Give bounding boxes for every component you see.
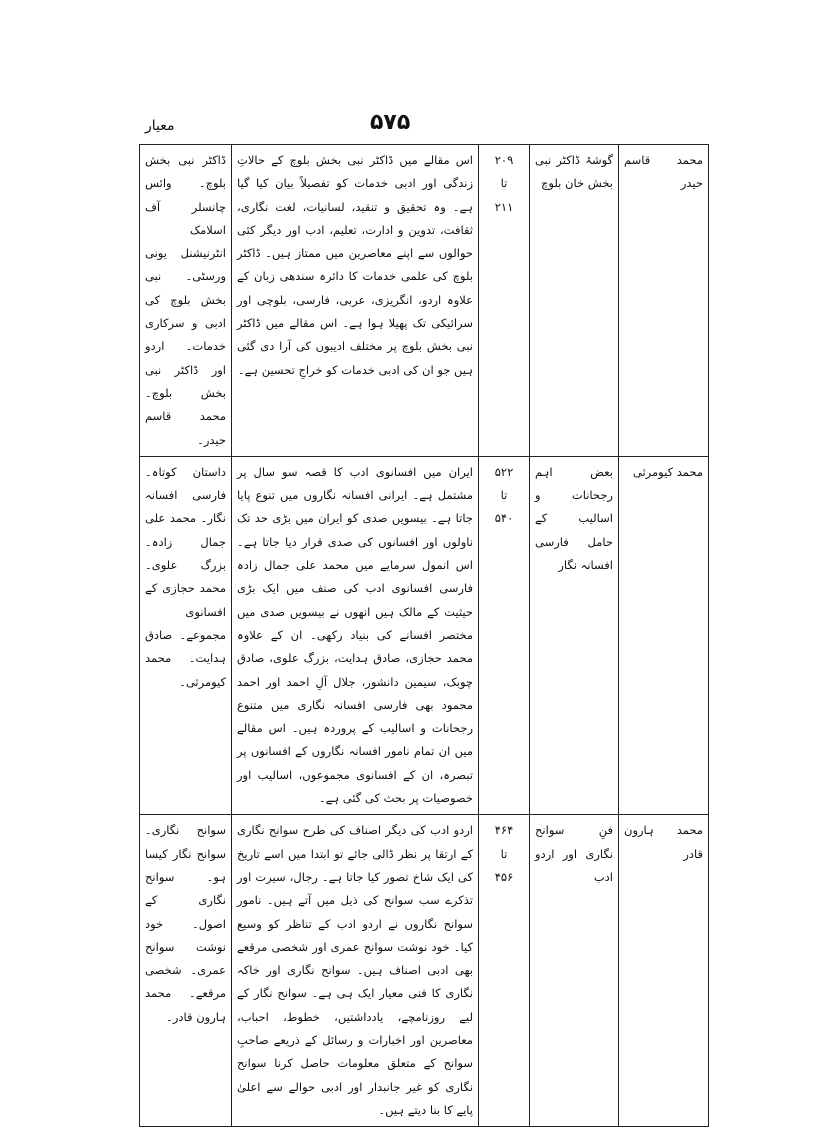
journal-name: معیار bbox=[145, 118, 175, 134]
page-to: تا bbox=[500, 488, 508, 503]
summary-cell: اس مقالے میں ڈاکٹر نبی بخش بلوچ کے حالاتِ زندگی اور ادبی خدمات کو تفصیلاً بیان کیا گیا ہے۔ وہ تحقیق و تنقید، لسانیات، لغت نگاری، ثقافت، تدوین و ادارت، تعلیم، ادب اور دیگر کئی حوالوں سے اپنے معاصرین میں ممتاز ہیں۔ ڈاکٹر بلوچ کی علمی خدمات کا دائرہ سندھی زبان کے علاوہ اردو، انگریزی، عربی، فارسی، بلوچی اور سرائیکی تک پھیلا ہوا ہے۔ اس مقالے میں ڈاکٹر نبی بخش بلوچ پر مختلف ادیبوں کی آرا دی گئی ہیں جو ان کی ادبی خدمات کو خراجِ تحسین ہے۔ bbox=[232, 145, 479, 457]
table-row bbox=[140, 815, 709, 1127]
page-start: ۲۰۹ bbox=[494, 153, 514, 167]
page-end: ۵۴۰ bbox=[494, 511, 514, 526]
keywords-cell: سوانح نگاری۔ سوانح نگار کیسا ہو۔ سوانح نگاری کے اصول۔ خود نوشت سوانح عمری۔ شخصی مرقعے۔ محمد ہارون قادر۔ bbox=[140, 815, 232, 1127]
articles-table bbox=[139, 144, 709, 1127]
table-row bbox=[140, 145, 709, 457]
keywords-cell: ڈاکٹر نبی بخش بلوچ۔ وائس چانسلر آف اسلامک انٹرنیشنل یونی ورسٹی۔ نبی بخش بلوچ کی ادبی و سرکاری خدمات۔ اردو اور ڈاکٹر نبی بخش بلوچ۔ محمد قاسم حیدر۔ bbox=[140, 145, 232, 457]
page-end: ۴۵۶ bbox=[494, 869, 514, 884]
page-to: تا bbox=[500, 846, 508, 861]
summary-cell: ایران میں افسانوی ادب کا قصہ سو سال پر مشتمل ہے۔ ایرانی افسانہ نگاروں میں تنوع پایا جاتا ہے۔ بیسویں صدی کو ایران میں بڑی حد تک ناولوں اور افسانوں کی صدی قرار دیا جاتا ہے۔ اس انمول سرمایے میں محمد علی جمال زادہ فارسی افسانوی ادب کی صنف میں ایک بڑی حیثیت کے مالک ہیں انھوں نے بیسویں صدی میں مختصر افسانے کی بنیاد رکھی۔ ان کے علاوہ محمد حجازی، صادق ہدایت، بزرگ علوی، صادق چوبک، سیمین دانشور، جلال آلِ احمد اور احمد محمود بھی فارسی افسانہ نگاری میں متنوع رجحانات و اسالیب کے پروردہ ہیں۔ اس مقالے میں ان تمام نامور افسانہ نگاروں کے افسانوں پر تبصرہ، ان کے افسانوی مجموعوں، اسالیب اور خصوصیات پر بحث کی گئی ہے۔ bbox=[232, 456, 479, 814]
author-cell: محمد قاسم حیدر bbox=[619, 145, 709, 457]
page-start: ۴۶۴ bbox=[494, 823, 514, 838]
page-number: ۵۷۵ bbox=[370, 110, 411, 135]
keywords-cell: داستان کوتاہ۔ فارسی افسانہ نگار۔ محمد علی جمال زادہ۔ بزرگ علوی۔ محمد حجازی کے افسانوی مجموعے۔ صادق ہدایت۔ محمد کیومرثی۔ bbox=[140, 456, 232, 814]
summary-cell: اردو ادب کی دیگر اصناف کی طرح سوانح نگاری کے ارتقا پر نظر ڈالی جائے تو ابتدا میں اسے تاریخ کی ایک شاخ تصور کیا جاتا ہے۔ رجال، سیرت اور تذکرے سب سوانح کی ذیل میں آتے ہیں۔ نامور سوانح نگاروں نے اردو ادب کے تناظر کو وسیع کیا۔ خود نوشت سوانح عمری اور شخصی مرقعے بھی ادبی اصناف ہیں۔ سوانح نگاری اور خاکہ نگاری کا فنی معیار ایک ہی ہے۔ سوانح نگار کے لیے روزنامچے، یادداشتیں، خطوط، احباب، معاصرین اور اخبارات و رسائل کے ذریعے صاحبِ سوانح کے متعلق معلومات حاصل کرنا سوانح نگاری کو غیر جانبدار اور ادبی حوالے سے اعلیٰ پایے کا بنا دیتے ہیں۔ bbox=[232, 815, 479, 1127]
author-cell: محمد ہارون قادر bbox=[619, 815, 709, 1127]
pages-cell bbox=[479, 815, 530, 1127]
pages-cell bbox=[479, 145, 530, 457]
title-cell: فنِ سوانح نگاری اور اردو ادب bbox=[530, 815, 619, 1127]
page-start: ۵۲۲ bbox=[494, 464, 514, 479]
table-row bbox=[140, 456, 709, 814]
pages-cell bbox=[479, 456, 530, 814]
title-cell: بعض اہم رجحانات و اسالیب کے حامل فارسی افسانہ نگار bbox=[530, 456, 619, 814]
title-cell: گوشۂ ڈاکٹر نبی بخش خان بلوچ bbox=[530, 145, 619, 457]
author-cell: محمد کیومرثی bbox=[619, 456, 709, 814]
page-end: ۲۱۱ bbox=[494, 199, 514, 214]
page-to: تا bbox=[500, 176, 508, 191]
